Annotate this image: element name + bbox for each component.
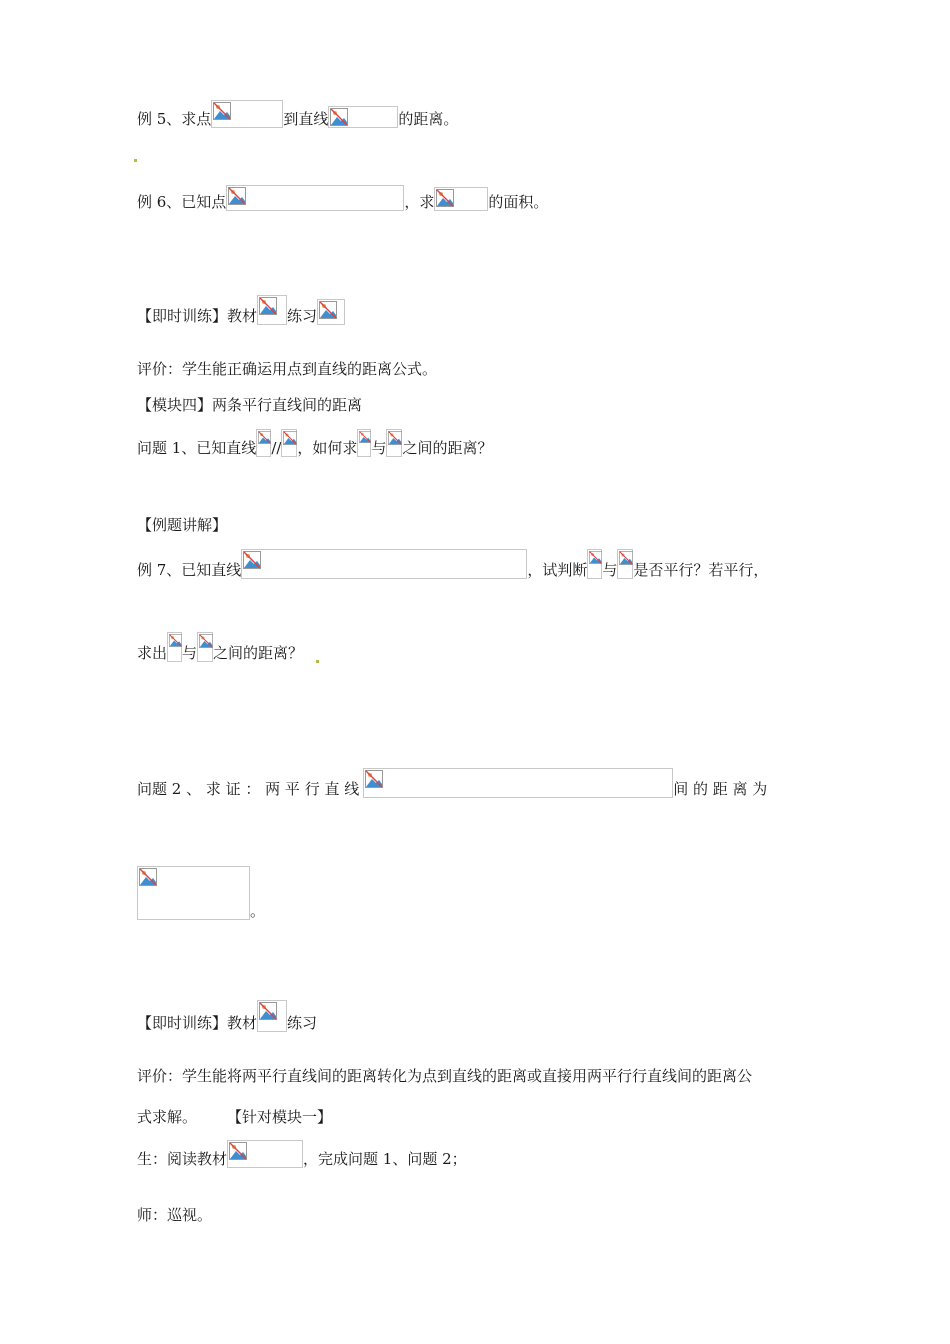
broken-image-icon	[319, 301, 337, 319]
formula-image	[357, 429, 371, 457]
question-2	[137, 768, 767, 798]
broken-image-icon	[365, 770, 383, 788]
formula-image	[227, 1140, 303, 1168]
eval2b-text-b: 【针对模块一】	[227, 1108, 333, 1126]
broken-image-icon	[619, 551, 633, 565]
broken-image-icon	[213, 102, 231, 120]
broken-image-icon	[139, 868, 157, 886]
ex7-text-b: ，试判断	[527, 561, 588, 579]
evaluation-2	[137, 1067, 752, 1085]
teacher-line	[137, 1206, 212, 1224]
training-1	[137, 295, 345, 325]
broken-image-icon	[330, 108, 348, 126]
example-5	[137, 100, 458, 128]
formula-image	[257, 295, 287, 325]
broken-image-icon	[169, 634, 182, 647]
eval1-text: 评价：学生能正确运用点到直线的距离公式。	[137, 360, 438, 378]
eval2b-text-a: 式求解。	[137, 1108, 198, 1126]
ex7-text-d: 是否平行？若平行，	[633, 561, 769, 579]
student-text-a: 生：阅读教材	[137, 1150, 228, 1168]
broken-image-icon	[359, 431, 371, 443]
anchor-mark	[316, 660, 319, 663]
broken-image-icon	[259, 1002, 277, 1020]
q1-text-c: ，如何求	[297, 439, 358, 457]
q2-text-b: 间 的 距 离 为	[673, 780, 768, 798]
module-4-heading	[137, 396, 362, 414]
formula-image	[137, 866, 250, 920]
formula-image	[317, 299, 345, 325]
ex7b-text-c: 之间的距离？	[213, 644, 304, 662]
ex7-text-a: 例 7、已知直线	[137, 561, 242, 579]
train1-text-b: 练习	[287, 307, 318, 325]
train1-text-a: 【即时训练】教材	[137, 307, 258, 325]
eval2a-text: 评价：学生能将两平行直线间的距离转化为点到直线的距离或直接用两平行行直线间的距离公	[137, 1067, 753, 1085]
broken-image-icon	[436, 189, 454, 207]
q1-text-e: 之间的距离？	[402, 439, 493, 457]
train2-text-a: 【即时训练】教材	[137, 1014, 258, 1032]
train2-text-b: 练习	[287, 1014, 318, 1032]
question-1	[137, 429, 492, 457]
training-2	[137, 1000, 317, 1032]
ex5-text-c: 的距离。	[398, 110, 459, 128]
example-7-continued	[137, 632, 303, 662]
anchor-mark	[134, 159, 137, 162]
formula-image	[167, 632, 182, 662]
broken-image-icon	[243, 551, 261, 569]
formula-image	[363, 768, 673, 798]
formula-image	[386, 429, 402, 457]
example-6	[137, 185, 548, 211]
formula-image	[256, 429, 271, 457]
ex7b-text-b: 与	[182, 644, 198, 662]
broken-image-icon	[283, 431, 297, 445]
broken-image-icon	[388, 431, 402, 445]
student-text-b: ，完成问题 1、问题 2；	[303, 1150, 467, 1168]
broken-image-icon	[199, 634, 213, 648]
ex7-text-c: 与	[602, 561, 618, 579]
ex6-text-c: 的面积。	[488, 193, 549, 211]
formula-image	[226, 185, 404, 211]
ex5-text-a: 例 5、求点	[137, 110, 212, 128]
formula-image	[257, 1000, 287, 1032]
formula-image	[211, 100, 283, 128]
q1-text-d: 与	[371, 439, 387, 457]
examples-text: 【例题讲解】	[137, 516, 228, 534]
ex5-text-b: 到直线	[283, 110, 329, 128]
formula-image	[328, 106, 398, 128]
q2b-text: 。	[250, 902, 266, 920]
evaluation-1	[137, 360, 437, 378]
teacher-text: 师：巡视。	[137, 1206, 213, 1224]
formula-image	[617, 549, 633, 579]
broken-image-icon	[589, 551, 602, 564]
ex7b-text-a: 求出	[137, 644, 168, 662]
ex6-text-b: ，求	[404, 193, 435, 211]
ex6-text-a: 例 6、已知点	[137, 193, 227, 211]
formula-image	[241, 549, 527, 579]
formula-image	[587, 549, 602, 579]
q1-text-b: //	[271, 439, 282, 457]
student-line	[137, 1140, 467, 1168]
question-2-result	[137, 866, 265, 920]
formula-image	[434, 187, 488, 211]
q1-text-a: 问题 1、已知直线	[137, 439, 257, 457]
broken-image-icon	[258, 431, 271, 444]
formula-image	[281, 429, 297, 457]
q2-text-a: 问题 2 、 求 证 ： 两 平 行 直 线	[137, 780, 360, 798]
module4-text: 【模块四】两条平行直线间的距离	[137, 396, 363, 414]
evaluation-2-continued	[137, 1108, 332, 1126]
examples-heading	[137, 516, 227, 534]
broken-image-icon	[229, 1142, 247, 1160]
formula-image	[197, 632, 213, 662]
example-7	[137, 549, 768, 579]
broken-image-icon	[259, 297, 277, 315]
broken-image-icon	[228, 187, 246, 205]
